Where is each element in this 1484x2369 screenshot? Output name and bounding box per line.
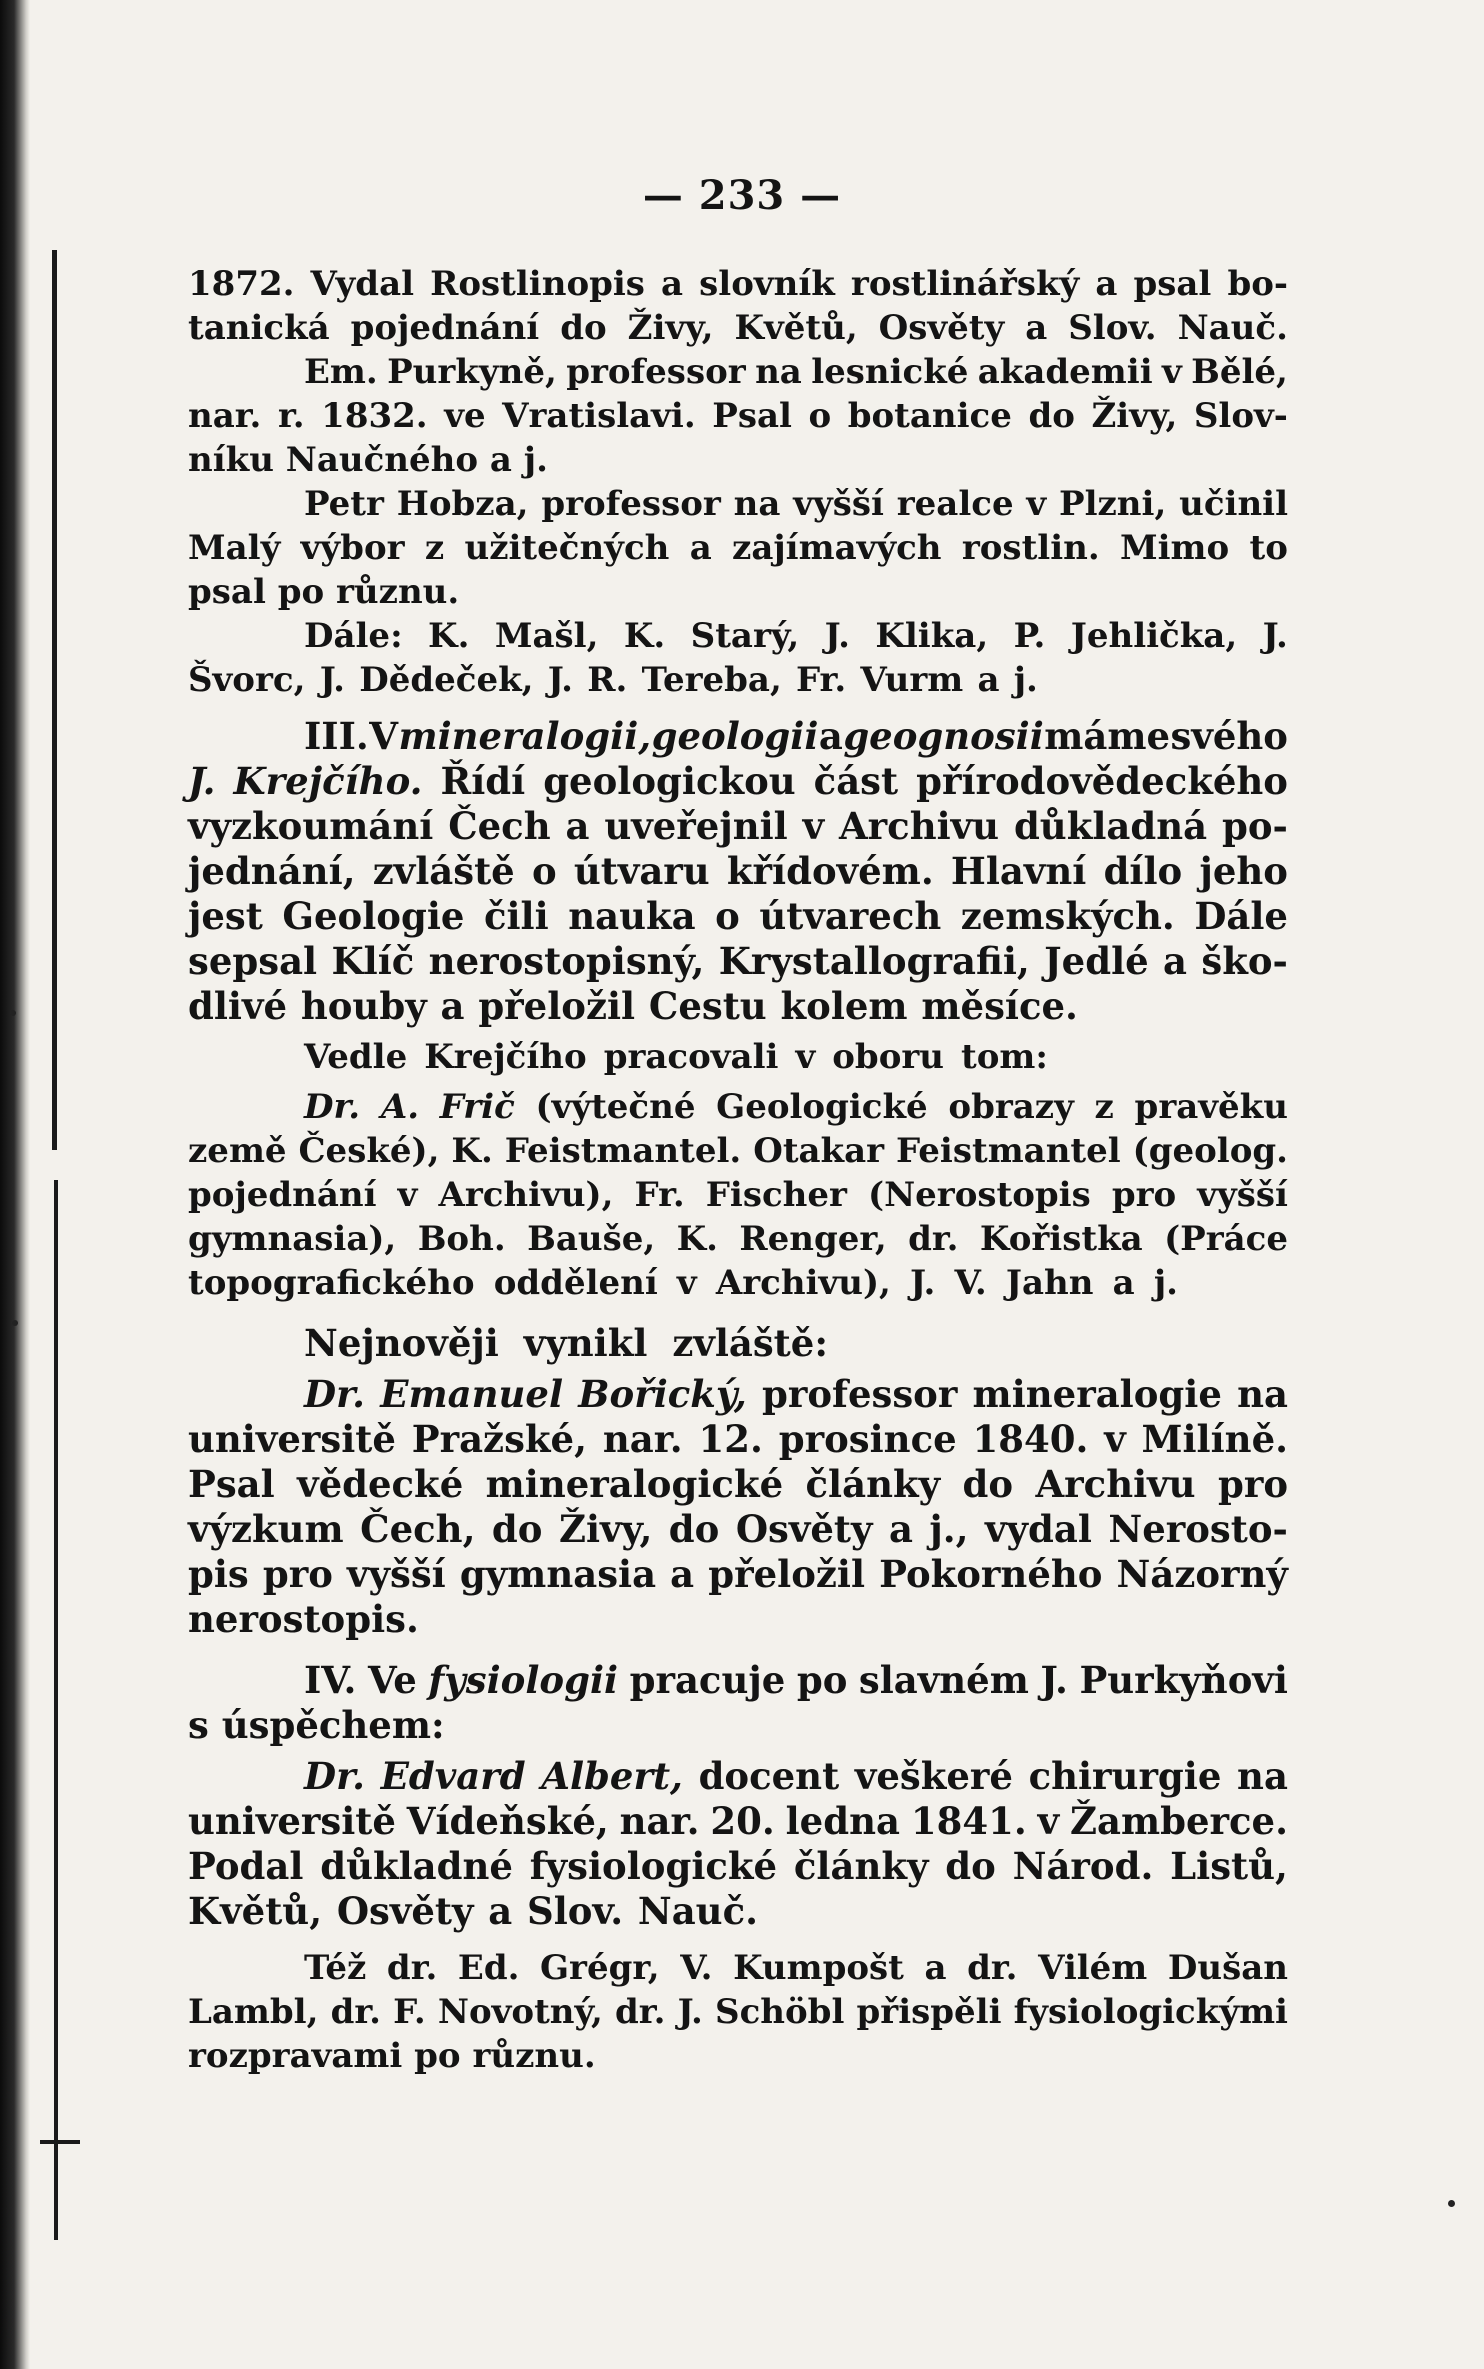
- paragraph: [188, 1754, 1288, 1934]
- text-line: Psal vědecké mineralogické články do Archivu pro: [188, 1462, 1288, 1506]
- text-line: gymnasia), Boh. Bauše, K. Renger, dr. Kořistka (Práce: [188, 1219, 1288, 1259]
- text-line: pis pro vyšší gymnasia a přeložil Pokorného Názorný: [188, 1552, 1288, 1596]
- paragraph: [188, 1372, 1288, 1642]
- binding-edge: [0, 0, 30, 2369]
- paragraph: [188, 714, 1288, 1029]
- text-line: Dr. A. Frič (výtečné Geologické obrazy z pravěku: [304, 1087, 1288, 1127]
- text-line: pojednání v Archivu), Fr. Fischer (Nerostopis pro vyšší: [188, 1175, 1288, 1215]
- page-number: — 233 —: [642, 172, 842, 219]
- paragraph: [188, 1658, 1288, 1748]
- text-line: Květů, Osvěty a Slov. Nauč.: [188, 1889, 758, 1933]
- text-line: topografického oddělení v Archivu), J. V. Jahn a j.: [188, 1263, 1178, 1303]
- text-line: nar. r. 1832. ve Vratislavi. Psal o botanice do Živy, Slov-: [188, 396, 1288, 436]
- text-line: Dále: K. Mašl, K. Starý, J. Klika, P. Jehlička, J.: [304, 616, 1288, 656]
- paragraph: [188, 1035, 1288, 1079]
- text-line: jednání, zvláště o útvaru křídovém. Hlavní dílo jeho: [188, 849, 1288, 893]
- paragraph: [188, 350, 1288, 482]
- text-line: tanická pojednání do Živy, Květů, Osvěty a Slov. Nauč.: [188, 308, 1288, 348]
- paragraph: [188, 1085, 1288, 1305]
- text-line: níku Naučného a j.: [188, 440, 548, 480]
- text-line: Nejnověji vynikl zvláště:: [304, 1321, 828, 1365]
- text-line: psal po různu.: [188, 572, 460, 612]
- text-line: Též dr. Ed. Grégr, V. Kumpošt a dr. Vilém Dušan: [304, 1948, 1288, 1988]
- text-line: sepsal Klíč nerostopisný, Krystallografii, Jedlé a ško-: [188, 939, 1288, 983]
- binding-rule: [52, 250, 57, 1150]
- paragraph: [188, 262, 1288, 350]
- paragraph: [188, 614, 1288, 702]
- text-line: universitě Vídeňské, nar. 20. ledna 1841. v Žamberce.: [188, 1799, 1288, 1843]
- text-line: vyzkoumání Čech a uveřejnil v Archivu důkladná po-: [188, 804, 1288, 848]
- text-line: Vedle Krejčího pracovali v oboru tom:: [304, 1037, 1048, 1077]
- text-line: III. V mineralogii, geologii a geognosii máme svého: [304, 714, 1288, 758]
- text-line: dlivé houby a přeložil Cestu kolem měsíce.: [188, 984, 1078, 1028]
- binding-rule: [54, 1180, 58, 2240]
- text-line: Švorc, J. Dědeček, J. R. Tereba, Fr. Vurm a j.: [188, 660, 1038, 700]
- text-line: IV. Ve fysiologii pracuje po slavném J. Purkyňovi: [304, 1658, 1288, 1702]
- text-line: Dr. Edvard Albert, docent veškeré chirurgie na: [304, 1754, 1288, 1798]
- binding-tick: [40, 2140, 80, 2144]
- text-line: s úspěchem:: [188, 1703, 445, 1747]
- text-line: Dr. Emanuel Bořický, professor mineralogie na: [304, 1372, 1288, 1416]
- page-body: [188, 262, 1288, 2078]
- ink-speck: [12, 1320, 18, 1326]
- text-line: J. Krejčího. Řídí geologickou část přírodovědeckého: [188, 759, 1288, 803]
- text-line: rozpravami po různu.: [188, 2036, 596, 2076]
- text-line: Lambl, dr. F. Novotný, dr. J. Schöbl přispěli fysiologickými: [188, 1992, 1288, 2032]
- text-line: universitě Pražské, nar. 12. prosince 1840. v Milíně.: [188, 1417, 1288, 1461]
- text-line: Petr Hobza, professor na vyšší realce v Plzni, učinil: [304, 484, 1288, 524]
- text-line: Em. Purkyně, professor na lesnické akademii v Bělé,: [304, 352, 1288, 392]
- text-line: jest Geologie čili nauka o útvarech zemských. Dále: [188, 894, 1288, 938]
- paragraph: [188, 1321, 1288, 1366]
- text-line: Malý výbor z užitečných a zajímavých rostlin. Mimo to: [188, 528, 1288, 568]
- text-line: Podal důkladné fysiologické články do Národ. Listů,: [188, 1844, 1288, 1888]
- paragraph: [188, 1946, 1288, 2078]
- text-line: výzkum Čech, do Živy, do Osvěty a j., vydal Nerosto-: [188, 1507, 1288, 1551]
- text-line: 1872. Vydal Rostlinopis a slovník rostlinářský a psal bo-: [188, 264, 1288, 304]
- ink-speck: [10, 1010, 16, 1016]
- ink-speck: [1448, 2200, 1455, 2207]
- paragraph: [188, 482, 1288, 614]
- text-line: země České), K. Feistmantel. Otakar Feistmantel (geolog.: [188, 1131, 1288, 1171]
- text-line: nerostopis.: [188, 1597, 419, 1641]
